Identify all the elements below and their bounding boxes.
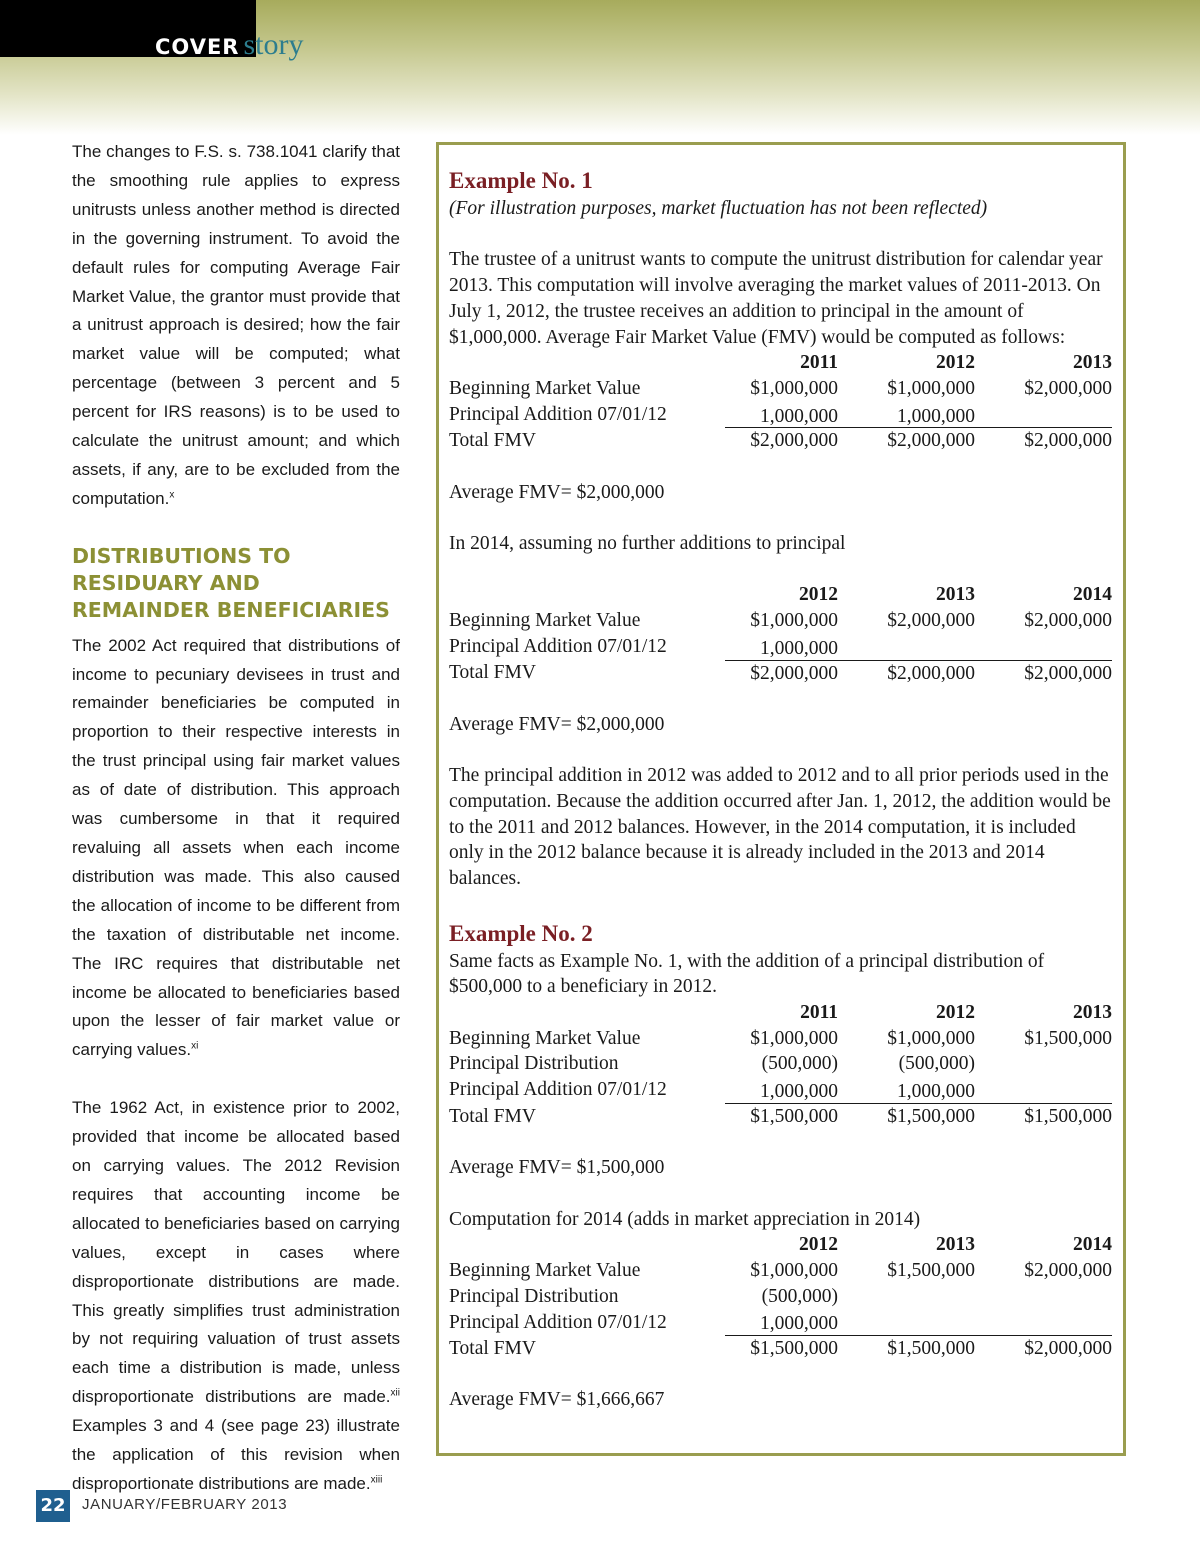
cell-value: $2,000,000 <box>1024 610 1112 632</box>
year-header: 2012 <box>799 1234 838 1256</box>
year-header: 2012 <box>799 584 838 606</box>
cell-value <box>975 1051 1112 1077</box>
year-header: 2011 <box>800 1001 838 1023</box>
year-header: 2013 <box>1073 1001 1112 1023</box>
cell-value: 1,000,000 <box>760 1081 838 1103</box>
cell-value <box>838 1284 975 1310</box>
cell-value: $2,000,000 <box>1024 377 1112 399</box>
cell-value: (500,000) <box>898 1053 975 1075</box>
cell-value: $1,000,000 <box>887 1027 975 1049</box>
example-2-table-2013 <box>449 1000 1112 1130</box>
footnote-ref: xii <box>390 1387 400 1399</box>
cell-value: $1,500,000 <box>887 1105 975 1127</box>
example-1-table-2013 <box>449 350 1112 454</box>
table-header-row <box>449 1232 1112 1258</box>
cell-value: (500,000) <box>761 1285 838 1307</box>
section-label-story: story <box>243 28 304 61</box>
cell-value: 1,000,000 <box>760 637 838 659</box>
table-row <box>449 428 1112 454</box>
examples-sidebar <box>436 142 1126 1456</box>
cell-value: $1,500,000 <box>1024 1105 1112 1127</box>
example-2-intro: Same facts as Example No. 1, with the addition of a principal distribution of $500,000 to a beneficiary in 2012. <box>449 950 1045 998</box>
cell-value: 1,000,000 <box>897 405 975 427</box>
table-row <box>449 1051 1112 1077</box>
row-label: Total FMV <box>449 1105 536 1127</box>
example-2-table-2014 <box>449 1232 1112 1362</box>
table-row <box>449 1077 1112 1103</box>
row-label: Total FMV <box>449 430 536 452</box>
row-label: Beginning Market Value <box>449 1027 641 1049</box>
cell-value: $1,000,000 <box>887 377 975 399</box>
cell-value: $2,000,000 <box>750 662 838 684</box>
row-label: Principal Addition 07/01/12 <box>449 636 667 658</box>
example-1-intro: The trustee of a unitrust wants to compute the unitrust distribution for calendar year 2013. This computation will involve averaging the market values of 2011-2013. On July 1, 2012, the trustee receives an addition to principal in the amount of $1,000,000. Average Fair Market Value (FMV) would be computed as follows: <box>449 249 1103 348</box>
year-header: 2012 <box>936 1001 975 1023</box>
row-label: Principal Distribution <box>449 1053 619 1075</box>
year-header: 2012 <box>936 352 975 374</box>
year-header: 2013 <box>1073 352 1112 374</box>
cell-value: 1,000,000 <box>760 1313 838 1335</box>
example-1-table-2014 <box>449 582 1112 686</box>
example-1-transition: In 2014, assuming no further additions to principal <box>449 533 846 555</box>
table-row <box>449 1258 1112 1284</box>
issue-date: JANUARY/FEBRUARY 2013 <box>82 1496 288 1513</box>
row-label: Beginning Market Value <box>449 377 641 399</box>
cell-value: $2,000,000 <box>887 610 975 632</box>
table-row <box>449 402 1112 428</box>
year-header: 2013 <box>936 584 975 606</box>
table-row <box>449 1336 1112 1362</box>
cell-value: $1,500,000 <box>750 1105 838 1127</box>
cell-value: $1,500,000 <box>750 1338 838 1360</box>
table-header-row <box>449 582 1112 608</box>
cell-value <box>975 1284 1112 1310</box>
table-row <box>449 1103 1112 1129</box>
year-header: 2014 <box>1073 584 1112 606</box>
cell-value: $1,500,000 <box>1024 1027 1112 1049</box>
cell-value: $2,000,000 <box>887 662 975 684</box>
example-1-subtitle: (For illustration purposes, market fluctuation has not been reflected) <box>449 198 988 219</box>
body-paragraph: The 1962 Act, in existence prior to 2002, provided that income be allocated based on carrying values. The 2012 Revision requires that accounting income be allocated to beneficiaries based on carrying values, except in cases where disproportionate distributions are made. This greatly simplifies trust administration by not requiring valuation of trust assets each time a distribution is made, unless disproportionate distributions are made.$^{xii}$ Examples 3 and 4 (see page 23) illustrate the application of this revision when disproportionate distributions are made.$^{xiii}$ <box>72 1098 400 1493</box>
cell-value: $2,000,000 <box>1024 662 1112 684</box>
row-label: Total FMV <box>449 662 536 684</box>
cell-value: $1,500,000 <box>887 1338 975 1360</box>
row-label: Principal Addition 07/01/12 <box>449 1079 667 1101</box>
average-fmv: Average FMV= $1,500,000 <box>449 1157 665 1179</box>
footnote-ref: x <box>169 489 175 501</box>
average-fmv: Average FMV= $2,000,000 <box>449 713 665 735</box>
left-column <box>72 138 400 1499</box>
row-label: Principal Distribution <box>449 1285 619 1307</box>
average-fmv: Average FMV= $2,000,000 <box>449 481 665 503</box>
footnote-ref: xiii <box>370 1474 383 1486</box>
row-label: Beginning Market Value <box>449 610 641 632</box>
cell-value: $2,000,000 <box>1024 430 1112 452</box>
example-1-explanation: The principal addition in 2012 was added to 2012 and to all prior periods used in the computation. Because the addition occurred after Jan. 1, 2012, the addition would be to the 2011 and 2012 balances. However, in the 2014 computation, it is included only in the 2012 balance because it is already included in the 2013 and 2014 balances. <box>449 765 1111 890</box>
cell-value: 1,000,000 <box>760 405 838 427</box>
page-number: 22 <box>36 1490 70 1522</box>
year-header: 2014 <box>1073 1234 1112 1256</box>
cell-value: $1,000,000 <box>750 377 838 399</box>
cell-value: $2,000,000 <box>887 430 975 452</box>
body-paragraph: The 2002 Act required that distributions of income to pecuniary devisees in trust and remainder beneficiaries be computed in proportion to their respective interests in the trust principal using fair market values as of date of distribution. This approach was cumbersome in that it required revaluing all assets when each income distribution was made. This also caused the allocation of income to be different from the taxation of distributable net income. The IRC requires that distributable net income be allocated to beneficiaries based upon the lesser of fair market value or carrying values.$^{xi}$ <box>72 635 400 1060</box>
cell-value: $1,000,000 <box>750 610 838 632</box>
cell-value: $1,500,000 <box>887 1259 975 1281</box>
year-header: 2013 <box>936 1234 975 1256</box>
table-header-row <box>449 1000 1112 1026</box>
row-label: Total FMV <box>449 1337 536 1359</box>
section-label <box>155 28 303 64</box>
cell-value: 1,000,000 <box>897 1081 975 1103</box>
cell-value: $1,000,000 <box>750 1027 838 1049</box>
cell-value: $2,000,000 <box>750 430 838 452</box>
table-row <box>449 1026 1112 1052</box>
row-label: Beginning Market Value <box>449 1259 641 1281</box>
row-label: Principal Addition 07/01/12 <box>449 403 667 425</box>
cell-value: $2,000,000 <box>1024 1338 1112 1360</box>
example-2-transition: Computation for 2014 (adds in market appreciation in 2014) <box>449 1208 921 1230</box>
body-paragraph: The changes to F.S. s. 738.1041 clarify that the smoothing rule applies to express unitrusts unless another method is directed in the governing instrument. To avoid the default rules for computing Average Fair Market Value, the grantor must provide that a unitrust approach is desired; how the fair market value will be computed; what percentage (between 3 percent and 5 percent for IRS reasons) is to be used to calculate the unitrust amount; and which assets, if any, are to be excluded from the computation.$^x$ <box>72 142 400 508</box>
table-row <box>449 660 1112 686</box>
table-header-row <box>449 350 1112 376</box>
cell-value: $1,000,000 <box>750 1259 838 1281</box>
table-row <box>449 376 1112 402</box>
table-row <box>449 1309 1112 1335</box>
table-row <box>449 608 1112 634</box>
example-1-title: Example No. 1 <box>449 168 593 193</box>
table-row <box>449 634 1112 660</box>
cell-value: $2,000,000 <box>1024 1259 1112 1281</box>
year-header: 2011 <box>800 352 838 374</box>
section-label-cover: COVER <box>155 35 240 59</box>
cell-value: (500,000) <box>761 1053 838 1075</box>
section-heading: DISTRIBUTIONS TO RESIDUARY AND REMAINDER BENEFICIARIES <box>72 543 390 622</box>
average-fmv: Average FMV= $1,666,667 <box>449 1389 665 1411</box>
row-label: Principal Addition 07/01/12 <box>449 1311 667 1333</box>
footnote-ref: xi <box>191 1040 199 1052</box>
example-2-title: Example No. 2 <box>449 920 593 946</box>
table-row <box>449 1284 1112 1310</box>
